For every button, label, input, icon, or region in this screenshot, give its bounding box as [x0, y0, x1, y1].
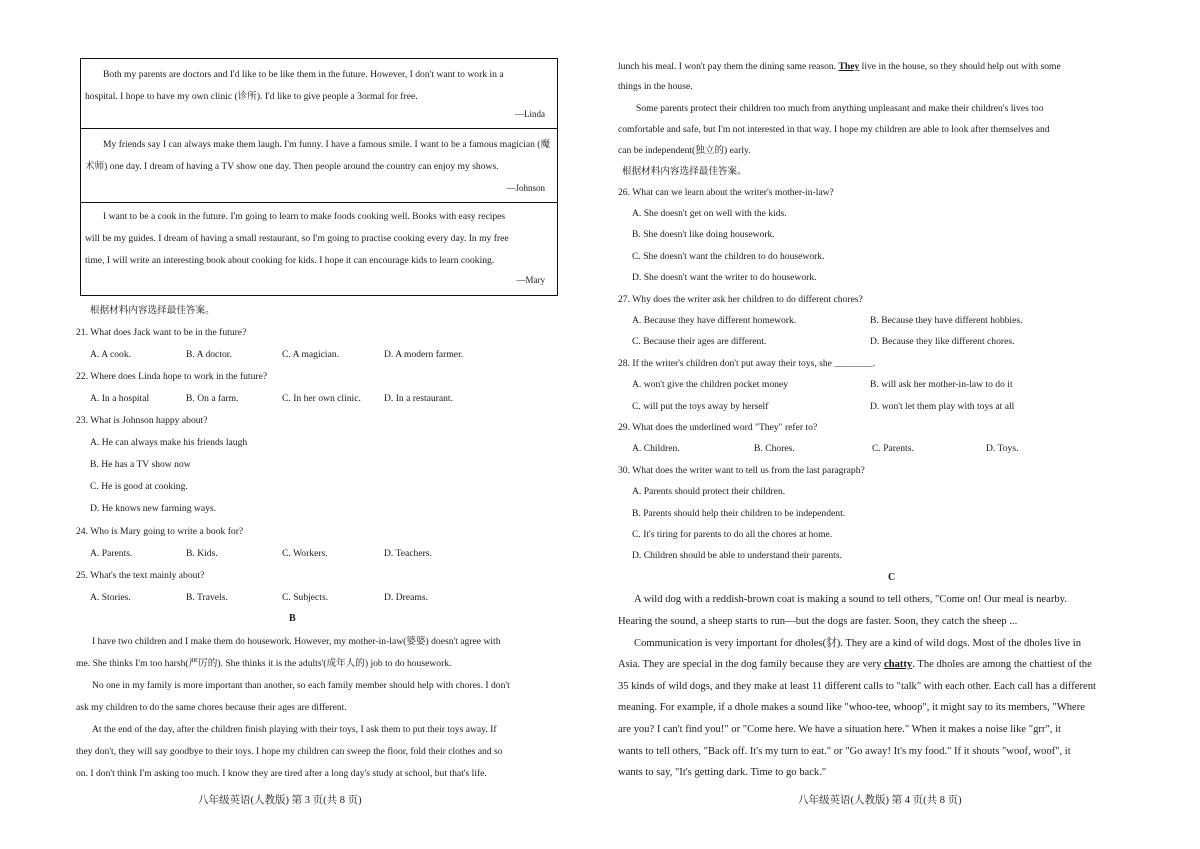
- exam-page-4: [600, 0, 1200, 849]
- q27-option-b[interactable]: B. Because they have different hobbies.: [870, 315, 1023, 326]
- question-23: 23. What is Johnson happy about?: [76, 415, 208, 426]
- passage-c-line6: meaning. For example, if a dhole makes a sound like "whoo-tee, whoop", it might say to its members, "Where: [618, 702, 1085, 713]
- q26-option-c[interactable]: C. She doesn't want the children to do housework.: [632, 251, 825, 262]
- q22-option-b[interactable]: B. On a farm.: [186, 393, 239, 404]
- question-30: 30. What does the writer want to tell us from the last paragraph?: [618, 465, 865, 476]
- q27-option-c[interactable]: C. Because their ages are different.: [632, 336, 767, 347]
- q27-option-a[interactable]: A. Because they have different homework.: [632, 315, 797, 326]
- q25-option-a[interactable]: A. Stories.: [90, 592, 131, 603]
- q25-option-c[interactable]: C. Subjects.: [282, 592, 329, 603]
- passage-c-line1: A wild dog with a reddish-brown coat is making a sound to tell others, "Come on! Our meal is nearby.: [634, 594, 1067, 605]
- reading-a-box: [80, 58, 558, 296]
- q24-option-b[interactable]: B. Kids.: [186, 548, 218, 559]
- q30-option-c[interactable]: C. It's tiring for parents to do all the chores at home.: [632, 529, 833, 540]
- q23-option-a[interactable]: A. He can always make his friends laugh: [90, 437, 248, 448]
- jack-text-line1: Both my parents are doctors and I'd like to be like them in the future. However, I don't want to work in a: [103, 69, 504, 80]
- passage-c-line4: [618, 659, 1092, 672]
- question-27: 27. Why does the writer ask her children to do different chores?: [618, 294, 863, 305]
- question-26: 26. What can we learn about the writer's mother-in-law?: [618, 187, 834, 198]
- q29-option-c[interactable]: C. Parents.: [872, 443, 914, 454]
- passage-c-line2: Hearing the sound, a sheep starts to run—but the dogs are faster. Soon, they catch the sheep ...: [618, 616, 1018, 627]
- q26-option-d[interactable]: D. She doesn't want the writer to do housework.: [632, 272, 817, 283]
- q23-option-b[interactable]: B. He has a TV show now: [90, 459, 191, 470]
- q24-option-d[interactable]: D. Teachers.: [384, 548, 432, 559]
- question-22: 22. Where does Linda hope to work in the future?: [76, 371, 268, 382]
- passage-c-line4-a: Asia. They are special in the dog family because they are very: [618, 659, 885, 670]
- q25-option-b[interactable]: B. Travels.: [186, 592, 228, 603]
- passage-b-line6: they don't, they will say goodbye to their toys. I hope my children can sweep the floor, fold their clothes and so: [76, 746, 503, 757]
- question-24: 24. Who is Mary going to write a book for?: [76, 526, 244, 537]
- q30-option-a[interactable]: A. Parents should protect their children.: [632, 486, 786, 497]
- q29-option-a[interactable]: A. Children.: [632, 443, 680, 454]
- q28-option-c[interactable]: C. will put the toys away by herself: [632, 401, 769, 412]
- q23-option-c[interactable]: C. He is good at cooking.: [90, 481, 188, 492]
- passage-b-line7: on. I don't think I'm asking too much. I know they are tired after a long day's study at school, but that's life.: [76, 768, 487, 779]
- passage-b-para-line3: can be independent(独立的) early.: [618, 145, 751, 156]
- q24-option-c[interactable]: C. Workers.: [282, 548, 328, 559]
- cont-text-b: live in the house, so they should help out with some: [859, 61, 1061, 72]
- passage-c-line8: wants to tell others, "Back off. It's my turn to eat." or "Go away! It's my food." If it shouts "woof, woof", it: [618, 746, 1071, 757]
- q22-option-d[interactable]: D. In a restaurant.: [384, 393, 453, 404]
- passage-b-line2: me. She thinks I'm too harsh(严厉的). She thinks it is the adults'(成年人的) job to do housework.: [76, 658, 452, 669]
- jack-text-line2: hospital. I hope to have my own clinic (诊所). I'd like to give people a 3ormal for free.: [85, 91, 418, 102]
- question-25: 25. What's the text mainly about?: [76, 570, 205, 581]
- passage-c-line3: Communication is very important for dholes(豺). They are a kind of wild dogs. Most of the dholes live in: [634, 638, 1082, 649]
- cont-text-a: lunch his meal. I won't pay them the dining same reason.: [618, 61, 839, 72]
- q21-option-c[interactable]: C. A magician.: [282, 349, 340, 360]
- mary-signature: —Mary: [516, 275, 545, 285]
- q21-option-b[interactable]: B. A doctor.: [186, 349, 232, 360]
- passage-b-line5: At the end of the day, after the children finish playing with their toys, I ask them to put their toys away. If: [92, 724, 497, 735]
- johnson-signature: —Johnson: [506, 183, 545, 193]
- q26-option-b[interactable]: B. She doesn't like doing housework.: [632, 229, 775, 240]
- passage-c-line5: 35 kinds of wild dogs, and they make at least 11 different calls to "talk" with each other. Each call has a different: [618, 681, 1096, 692]
- jack-signature: —Linda: [515, 109, 545, 119]
- johnson-text-line2: 术师) one day. I dream of having a TV show one day. Then people around the country can enjoy my shows.: [85, 161, 499, 172]
- johnson-text-line1: My friends say I can always make them laugh. I'm funny. I have a famous smile. I want to be a famous magician (魔: [103, 139, 551, 150]
- page-footer-right: 八年级英语(人教版) 第 4 页(共 8 页): [798, 795, 962, 806]
- box-divider-2: [81, 202, 557, 203]
- q29-option-d[interactable]: D. Toys.: [986, 443, 1019, 454]
- mary-text-line1: I want to be a cook in the future. I'm going to learn to make foods cooking well. Books with easy recipes: [103, 211, 506, 222]
- question-21: 21. What does Jack want to be in the future?: [76, 327, 247, 338]
- passage-c-line9: wants to say, "It's getting dark. Time to go back.": [618, 767, 827, 778]
- passage-b-line1: I have two children and I make them do housework. However, my mother-in-law(婆婆) doesn't agree with: [92, 636, 501, 647]
- passage-b-line3: No one in my family is more important than another, so each family member should help with chores. I don't: [92, 680, 510, 691]
- passage-b-line4: ask my children to do the same chores because their ages are different.: [76, 702, 347, 713]
- section-b-heading: B: [289, 613, 296, 624]
- q30-option-d[interactable]: D. Children should be able to understand their parents.: [632, 550, 842, 561]
- q28-option-b[interactable]: B. will ask her mother-in-law to do it: [870, 379, 1013, 390]
- mary-text-line2: will be my guides. I dream of having a small restaurant, so I'm going to practise cooking every day. In my free: [85, 233, 509, 244]
- q28-option-a[interactable]: A. won't give the children pocket money: [632, 379, 788, 390]
- q21-option-d[interactable]: D. A modern farmer.: [384, 349, 464, 360]
- question-28: 28. If the writer's children don't put away their toys, she ________.: [618, 358, 876, 369]
- q21-option-a[interactable]: A. A cook.: [90, 349, 132, 360]
- passage-b-cont-line1: [618, 61, 1061, 73]
- q23-option-d[interactable]: D. He knows new farming ways.: [90, 503, 217, 514]
- box-divider-1: [81, 128, 557, 129]
- passage-b-cont-line2: things in the house.: [618, 81, 693, 92]
- passage-c-line7: are you? I can't find you!" or "Come here. We have a situation here." When it makes a noise like "grr", it: [618, 724, 1061, 735]
- underlined-word-they: They: [838, 61, 860, 72]
- question-29: 29. What does the underlined word "They" refer to?: [618, 422, 818, 433]
- q26-option-a[interactable]: A. She doesn't get on well with the kids.: [632, 208, 787, 219]
- q30-option-b[interactable]: B. Parents should help their children to be independent.: [632, 508, 846, 519]
- passage-c-line4-b: . The dholes are among the chattiest of the: [912, 659, 1092, 670]
- q27-option-d[interactable]: D. Because they like different chores.: [870, 336, 1015, 347]
- underlined-word-chatty: chatty: [884, 659, 913, 670]
- instruction-left: 根据材料内容选择最佳答案。: [90, 305, 215, 316]
- passage-b-para-line1: Some parents protect their children too much from anything unpleasant and make their children's lives too: [636, 103, 1044, 114]
- q25-option-d[interactable]: D. Dreams.: [384, 592, 428, 603]
- q29-option-b[interactable]: B. Chores.: [754, 443, 795, 454]
- q24-option-a[interactable]: A. Parents.: [90, 548, 133, 559]
- q28-option-d[interactable]: D. won't let them play with toys at all: [870, 401, 1015, 412]
- q22-option-a[interactable]: A. In a hospital: [90, 393, 150, 404]
- section-c-heading: C: [888, 572, 896, 583]
- page-footer-left: 八年级英语(人教版) 第 3 页(共 8 页): [198, 795, 362, 806]
- q22-option-c[interactable]: C. In her own clinic.: [282, 393, 361, 404]
- instruction-right: 根据材料内容选择最佳答案。: [622, 166, 747, 177]
- mary-text-line3: time, I will write an interesting book about cooking for kids. I hope it can encourage kids to learn cooking.: [85, 255, 495, 266]
- passage-b-para-line2: comfortable and safe, but I'm not interested in that way. I hope my children are able to look after themselves and: [618, 124, 1050, 135]
